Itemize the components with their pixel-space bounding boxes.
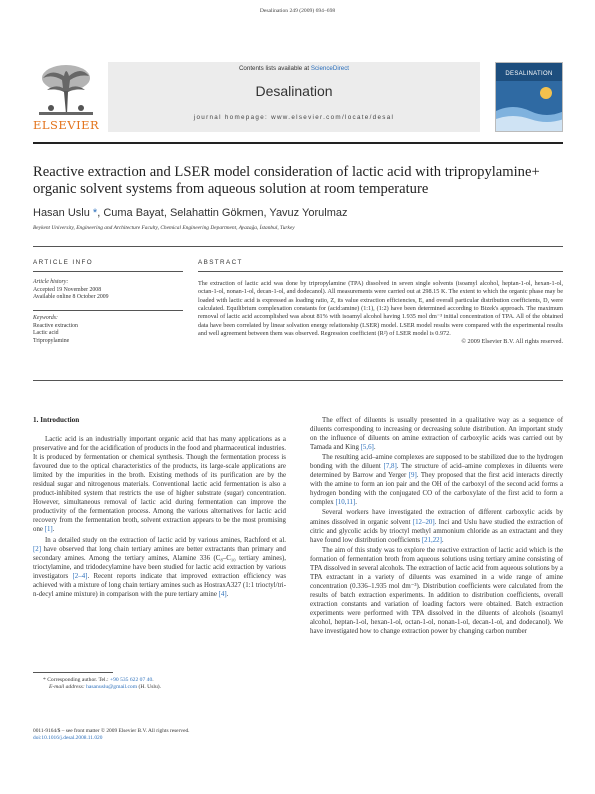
contents-line xyxy=(108,65,480,72)
paragraph: Lactic acid is an industrially important organic acid that has many applications as a preservative and for the acidification of products in the food and pharmaceutical industries. It is produced by fermentation or chemical synthesis. Though the fermentation process is favoured due to the optical characteristics of the products, its large-scale applications are limited by the impurities in the broth. Existing methods of its purification are by the residual sugar and nitrogenous materials. Conventional lactic acid fermentation is also a product-inhibited system that restricts the use of higher substrate (sugar) concentration. However, simultaneous removal of lactic acid during fermentation can improve the productivity of the fermentation process. Among the various alternatives for lactic acid recovery from the fermentation broth, solvent extraction appears to be the most promising one [1]. xyxy=(33,436,286,534)
abstract-text xyxy=(198,280,563,347)
bottom-info xyxy=(33,728,286,742)
author-list xyxy=(33,207,348,219)
journal-homepage-link[interactable]: journal homepage: www.elsevier.com/locate/desal xyxy=(193,114,395,121)
article-info-label: ARTICLE INFO xyxy=(33,259,94,266)
citation-link[interactable]: [1] xyxy=(44,526,53,534)
cover-art-icon xyxy=(496,81,563,131)
cover-title: DESALINATION xyxy=(505,71,553,77)
info-divider xyxy=(33,271,183,272)
paragraph: The resulting acid–amine complexes are supposed to be stabilized due to the hydrogen bonding with the diluent [7,8]. The structure of acid–amine complexes in diluents were determined by Barrow and Yerger [9]. They proposed that the first acid interacts directly with the amine to form an ion pair and the OH of the carboxyl of the second acid forms a hydrogen bonding with the conjugated CO of the carboxylate of the first acid to form a complex [10,11]. xyxy=(310,454,563,507)
masthead-rule xyxy=(33,142,563,144)
citation-link[interactable]: [7,8] xyxy=(383,463,397,471)
email-label: E-mail address: xyxy=(49,684,87,691)
telephone-link[interactable]: +90 535 622 07 40 xyxy=(109,677,153,683)
abstract-divider xyxy=(198,271,563,272)
keywords-block xyxy=(33,315,173,345)
journal-masthead xyxy=(33,62,563,132)
right-column xyxy=(310,416,563,637)
citation-link[interactable]: [2] xyxy=(33,545,42,553)
first-author: Hasan Uslu xyxy=(33,207,93,219)
header-divider xyxy=(33,246,563,247)
accepted-date: Accepted 19 November 2008 xyxy=(33,286,102,293)
sciencedirect-link[interactable]: ScienceDirect xyxy=(310,65,350,72)
logo-text: ELSEVIER xyxy=(33,118,100,132)
journal-banner xyxy=(108,62,480,132)
citation-link[interactable]: [4] xyxy=(218,590,227,598)
abstract-body: The extraction of lactic acid was done by tripropylamine (TPA) dissolved in seven single solvents (isoamyl alcohol, heptan-1-ol, hexan-1-ol, octan-1-ol, nonan-1-ol, decan-1-ol, and dodecanol). All measurements were carried out at 298.15 K. The extent to which the organic phase may be loaded with lactic acid is expressed as loading ratio, Z, its value extraction efficiencies, E, and overall particular distribution coefficients, D, were calculated. Equilibrium complexation constants for (acid:amine) (1:1), (1:2) have been determined according to Bizek's approach. The maximum removal of lactic acid accomplished was about 81% with isoamyl alcohol having 1.935 mol dm⁻³ initial concentration of TPA. All of the obtained data have been correlated by linear solvation energy relationship (LSER) model. LSER model results were compared with the experimental results and well agreement between them was observed. Regression coefficient (R²) of LSER model is 0.972. xyxy=(198,280,563,338)
history-heading: Article history: xyxy=(33,279,69,285)
co-authors: , Cuma Bayat, Selahattin Gökmen, Yavuz Yorulmaz xyxy=(97,207,348,219)
corresponding-author-footnote: * Corresponding author. Tel.: +90 535 622 07 40. E-mail address: hasanuslu@gmail.com (H. Uslu). xyxy=(43,677,162,691)
article-history xyxy=(33,279,173,302)
doi-link[interactable]: doi:10.1016/j.desal.2008.11.020 xyxy=(33,735,103,742)
paragraph: In a detailed study on the extraction of lactic acid by various amines, Rachford et al. [2] have observed that long chain tertiary amines are better extractants than primary and secondary amines. Among the tertiary amines, Alamine 336 (C₈–C₁₀ tertiary amines), trioctylamine, and tridodecylamine have been studied for lactic acid extraction by various investigators [2–4]. Recent reports indicate that improved extraction efficiency was achieved with a mixture of long chain tertiary amines such as HostraxA327 (1:1 trioctyl/tri-n-decyl amine mixture) in comparison with the pure tertiary amine [4]. xyxy=(33,536,286,598)
abstract-label: ABSTRACT xyxy=(198,259,243,266)
citation-link[interactable]: [10,11] xyxy=(335,499,356,507)
citation-link[interactable]: [2–4] xyxy=(72,572,88,580)
contents-prefix: Contents lists available at xyxy=(238,65,311,72)
corresponding-author-mark[interactable]: * xyxy=(92,207,98,219)
footnote-rule xyxy=(33,672,113,673)
citation-link[interactable]: [12–20] xyxy=(412,518,435,526)
keyword-item: Lactic acid xyxy=(33,330,59,337)
issn-line: 0011-9164/$ – see front matter © 2009 Elsevier B.V. All rights reserved. xyxy=(33,728,190,734)
keywords-heading: Keywords: xyxy=(33,315,58,321)
section-title: 1. Introduction xyxy=(33,416,80,424)
abstract-copyright: © 2009 Elsevier B.V. All rights reserved. xyxy=(461,338,563,346)
email-link[interactable]: hasanuslu@gmail.com xyxy=(86,684,138,691)
article-title: Reactive extraction and LSER model consideration of lactic acid with tripropylamine+ organic solvent systems from aqueous solution at room temperature xyxy=(33,164,540,197)
citation-link[interactable]: [5,6] xyxy=(360,444,374,452)
affiliation: Beykent University, Engineering and Architecture Faculty, Chemical Engineering Department, Ayazağa, İstanbul, Turkey xyxy=(33,225,295,231)
journal-cover-image[interactable] xyxy=(495,62,563,132)
citation-link[interactable]: [9] xyxy=(408,472,417,480)
keyword-item: Tripropylamine xyxy=(33,337,70,344)
abstract-end-rule xyxy=(33,380,563,381)
journal-title: Desalination xyxy=(255,83,333,99)
paragraph: The effect of diluents is usually presented in a qualitative way as a sequence of diluents corresponding to increasing or decreasing solute distribution. An important study on the influence of diluents on amine extraction of carboxylic acids was carried out by Tamada and King [5,6]. xyxy=(310,417,563,452)
left-column xyxy=(33,435,286,600)
citation-link[interactable]: [21,22] xyxy=(421,536,442,544)
paragraph: Several workers have investigated the extraction of different carboxylic acids by amines dissolved in organic solvent [12–20]. Inci and Uslu have studied the extraction of citric and glycolic acids by trioctyl methyl ammonium chloride as an extractant and they have found low distribution coefficients [21,22]. xyxy=(310,509,563,544)
online-date: Available online 8 October 2009 xyxy=(33,294,109,301)
publisher-logo[interactable] xyxy=(33,62,99,132)
keyword-item: Reactive extraction xyxy=(33,322,78,329)
keywords-divider xyxy=(33,310,183,311)
journal-reference: Desalination 249 (2009) 694–698 xyxy=(259,8,336,14)
paragraph: The aim of this study was to explore the reactive extraction of lactic acid which is the formation of fermentation broth from aqueous solutions using tertiary amine consisting of TPA dissolved in several alcohols. The extraction of lactic acid from aqueous solutions by a TPA extractant in a variety of diluents was examined in a wide range of amine concentration (0.336–1.935 mol dm⁻³). Distribution coefficients were calculated from the results of batch extraction experiments. In addition to distribution coefficients, overall extraction constants and variation of loading factors were obtained. Batch extraction experiments were performed with TPA dissolved in the diluents of alcohols (isoamyl alcohol, heptan-1-ol, hexan-1-ol, octan-1-ol, nonan-1-ol, decan-1-ol, and dodecanol). We have investigated how to change extraction power by changing carbon number xyxy=(310,546,563,636)
footnote-mark: * xyxy=(43,677,46,683)
elsevier-tree-icon xyxy=(37,62,95,118)
